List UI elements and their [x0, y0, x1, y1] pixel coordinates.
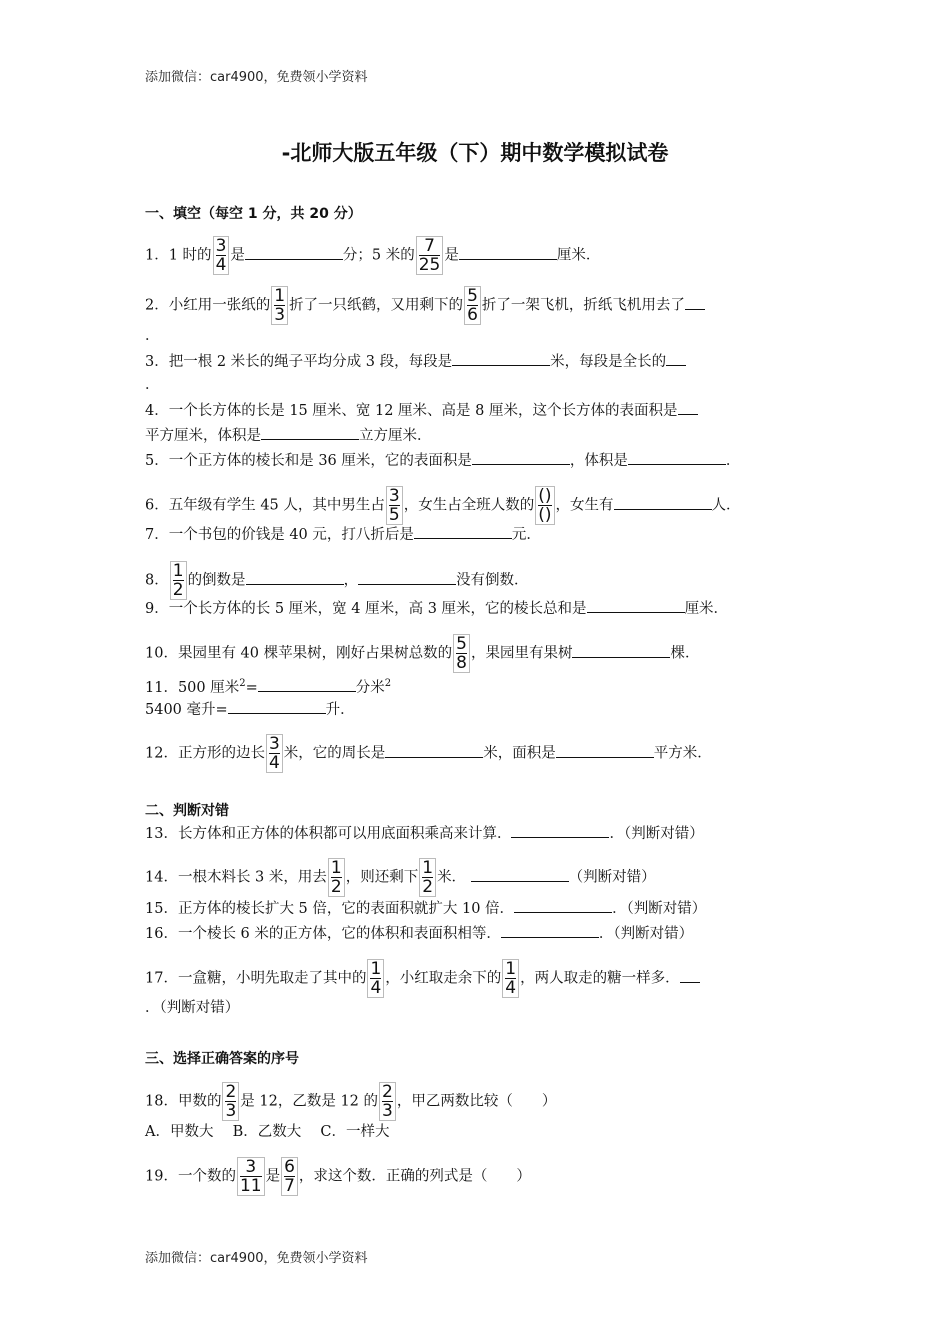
answer-blank[interactable] [358, 570, 456, 585]
question-17-end: ．（判断对错） [145, 1000, 240, 1016]
fraction-5-6: $\frac{5}{6}$ [464, 286, 481, 325]
fraction-1-2: $\frac{1}{2}$ [419, 858, 436, 897]
answer-blank[interactable] [385, 743, 483, 758]
question-3: 3．把一根 2 米长的绳子平均分成 3 段，每段是 米，每段是全长的 [145, 351, 686, 372]
fraction-1-2: $\frac{1}{2}$ [328, 858, 345, 897]
answer-blank[interactable] [258, 677, 356, 692]
section-2-heading: 二、判断对错 [145, 803, 229, 819]
page-title: -北师大版五年级（下）期中数学模拟试卷 [281, 141, 669, 165]
fraction-1-2: $\frac{1}{2}$ [170, 561, 187, 600]
question-6: 6．五年级有学生 45 人，其中男生占 $\frac{3}{5}$ ，女生占全班人数的 $\frac{()}{()}$ ，女生有 人． [145, 486, 741, 525]
page-header: 添加微信：car4900，免费领小学资料 [145, 70, 368, 85]
section-3-heading: 三、选择正确答案的序号 [145, 1051, 299, 1067]
question-4: 4．一个长方体的长是 15 厘米、宽 12 厘米、高是 8 厘米，这个长方体的表面积是 [145, 400, 698, 421]
fraction-blank: $\frac{()}{()}$ [535, 486, 554, 525]
fraction-2-3: $\frac{2}{3}$ [222, 1082, 239, 1121]
answer-blank[interactable] [587, 598, 685, 613]
question-16: 16．一个棱长 6 米的正方体，它的体积和表面积相等． ．（判断对错） [145, 923, 693, 944]
section-1-heading: 一、填空（每空 1 分，共 20 分） [145, 206, 362, 222]
question-19: 19．一个数的 $\frac{3}{11}$ 是 $\frac{6}{7}$ ，求这个数．正确的列式是（ ） [145, 1157, 531, 1196]
answer-blank[interactable] [614, 495, 712, 510]
fraction-7-25: $\frac{7}{25}$ [416, 236, 444, 275]
question-15: 15．正方体的棱长扩大 5 倍，它的表面积就扩大 10 倍． ．（判断对错） [145, 898, 706, 919]
answer-blank[interactable] [228, 699, 326, 714]
question-10: 10．果园里有 40 棵苹果树，刚好占果树总数的 $\frac{5}{8}$ ，果园里有果树 棵． [145, 634, 700, 673]
answer-blank[interactable] [511, 823, 609, 838]
answer-blank[interactable] [628, 450, 726, 465]
question-12: 12．正方形的边长 $\frac{3}{4}$ 米，它的周长是 米，面积是 平方米． [145, 734, 712, 773]
answer-blank[interactable] [459, 245, 557, 260]
question-14: 14．一根木料长 3 米，用去 $\frac{1}{2}$ ，则还剩下 $\frac{1}{2}$ 米． （判断对错） [145, 858, 656, 897]
answer-blank[interactable] [680, 968, 700, 983]
answer-blank[interactable] [685, 295, 705, 310]
question-2-end: ． [145, 328, 160, 344]
page-footer: 添加微信：car4900，免费领小学资料 [145, 1251, 368, 1266]
fraction-1-3: $\frac{1}{3}$ [271, 286, 288, 325]
fraction-3-5: $\frac{3}{5}$ [386, 486, 403, 525]
answer-blank[interactable] [666, 351, 686, 366]
fraction-3-4: $\frac{3}{4}$ [213, 236, 230, 275]
answer-blank[interactable] [678, 400, 698, 415]
question-11-cont: 5400 毫升= 升． [145, 699, 355, 720]
question-1: 1．1 时的 $\frac{3}{4}$ 是 分；5 米的 $\frac{7}{25}$ 是 厘米． [145, 236, 601, 275]
question-4-cont: 平方厘米，体积是 立方厘米． [145, 425, 432, 446]
fraction-3-4: $\frac{3}{4}$ [266, 734, 283, 773]
question-17: 17．一盒糖，小明先取走了其中的 $\frac{1}{4}$ ，小红取走余下的 $\frac{1}{4}$ ，两人取走的糖一样多． [145, 959, 700, 998]
question-5: 5．一个正方体的棱长和是 36 厘米，它的表面积是 ，体积是 ． [145, 450, 740, 471]
answer-blank[interactable] [556, 743, 654, 758]
fraction-5-8: $\frac{5}{8}$ [453, 634, 470, 673]
answer-blank[interactable] [245, 245, 343, 260]
question-11: 11．500 厘米$^2$= 分米$^2$ [145, 678, 392, 696]
question-18: 18．甲数的 $\frac{2}{3}$ 是 12，乙数是 12 的 $\frac{2}{3}$ ，甲乙两数比较（ ） [145, 1082, 557, 1121]
fraction-1-4: $\frac{1}{4}$ [367, 959, 384, 998]
answer-blank[interactable] [452, 351, 550, 366]
answer-blank[interactable] [261, 425, 359, 440]
question-7: 7．一个书包的价钱是 40 元，打八折后是 元． [145, 524, 541, 545]
question-3-end: ． [145, 377, 160, 393]
answer-blank[interactable] [471, 867, 569, 882]
answer-blank[interactable] [246, 570, 344, 585]
fraction-6-7: $\frac{6}{7}$ [281, 1157, 298, 1196]
answer-blank[interactable] [501, 923, 599, 938]
fraction-1-4: $\frac{1}{4}$ [502, 959, 519, 998]
question-13: 13．长方体和正方体的体积都可以用底面积乘高来计算． ．（判断对错） [145, 823, 704, 844]
answer-blank[interactable] [414, 524, 512, 539]
question-9: 9．一个长方体的长 5 厘米，宽 4 厘米，高 3 厘米，它的棱长总和是 厘米． [145, 598, 728, 619]
question-18-options: A．甲数大 B．乙数大 C．一样大 [145, 1124, 390, 1140]
question-2: 2．小红用一张纸的 $\frac{1}{3}$ 折了一只纸鹤，又用剩下的 $\frac{5}{6}$ 折了一架飞机，折纸飞机用去了 [145, 286, 705, 325]
question-8: 8． $\frac{1}{2}$ 的倒数是 ， 没有倒数． [145, 561, 529, 600]
answer-blank[interactable] [514, 898, 612, 913]
answer-blank[interactable] [472, 450, 570, 465]
fraction-2-3: $\frac{2}{3}$ [379, 1082, 396, 1121]
answer-blank[interactable] [572, 643, 670, 658]
fraction-3-11: $\frac{3}{11}$ [237, 1157, 265, 1196]
